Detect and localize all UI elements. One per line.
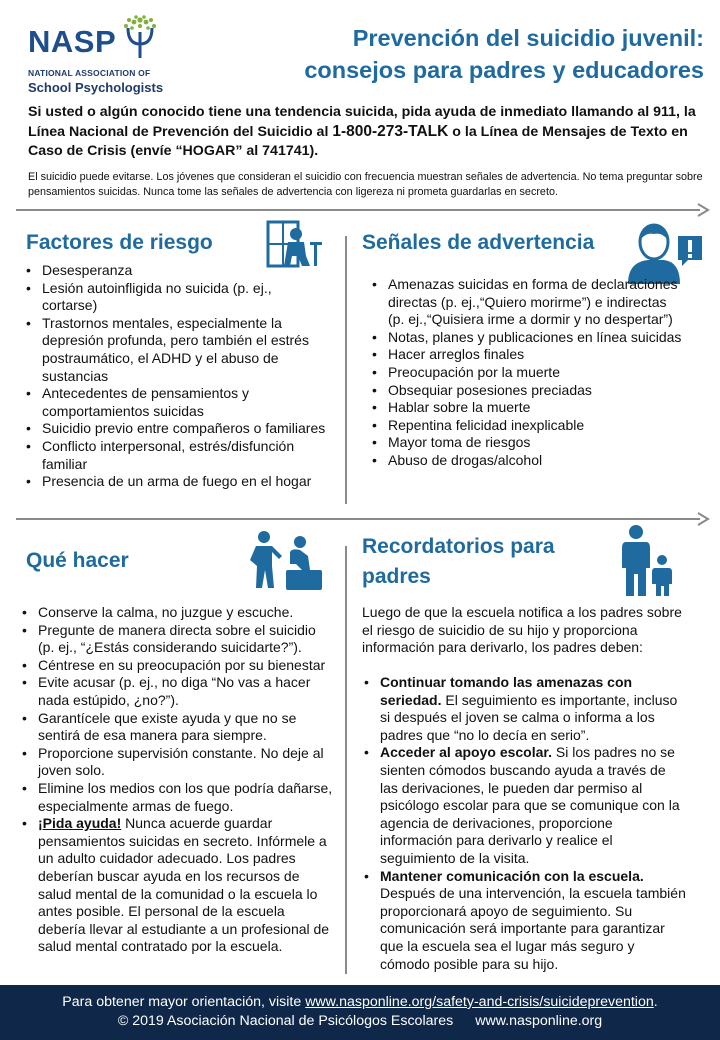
intro-paragraph: El suicidio puede evitarse. Los jóvenes que consideran el suicidio con frecuencia muestran señales de advertencia. No tema preguntar sobre pensamientos suicidas. Nunca tome las señales de advertencia con ligereza ni prometa guardarlas en secreto. — [28, 171, 703, 198]
website-link[interactable]: www.nasponline.org — [475, 1013, 603, 1029]
arrow-head-icon — [696, 512, 710, 526]
list-item: • Amenazas suicidas en forma de declaraciones directas (p. ej.,“Quiero morirme”) e indirectas (p. ej.,“Quisiera irme a dormir y no despertar”) — [372, 276, 682, 329]
risk-factors-list — [26, 262, 326, 491]
guidance-link[interactable]: www.nasponline.org/safety-and-crisis/suicideprevention — [305, 994, 654, 1010]
footer-line-1 — [0, 993, 720, 1012]
list-item — [364, 744, 687, 867]
footer-bar — [0, 985, 720, 1040]
logo-subtitle-1: NATIONAL ASSOCIATION OF — [28, 68, 151, 78]
parent-reminders-intro: Luego de que la escuela notifica a los padres sobre el riesgo de suicidio de su hijo y proporciona información para derivarlo, los padres deben: — [362, 604, 682, 656]
list-item: • Hacer arreglos finales — [372, 346, 682, 364]
footer-text: Para obtener mayor orientación, visite — [62, 994, 306, 1010]
list-item: • Abuso de drogas/alcohol — [372, 452, 682, 470]
what-to-do-list — [22, 604, 334, 956]
parent-reminders-list — [364, 674, 687, 973]
warning-signs-heading: Señales de advertencia — [362, 231, 595, 254]
nasp-logo — [28, 14, 178, 98]
list-item: • Conflicto interpersonal, estrés/disfunción familiar — [26, 438, 326, 473]
list-item: • Elimine los medios con los que podría dañarse, especialmente armas de fuego. — [22, 780, 334, 815]
list-item: • Obsequiar posesiones preciadas — [372, 382, 682, 400]
item-text: Si los padres no se sienten cómodos buscando ayuda a través de las derivaciones, le pueden dar permiso al psicólogo escolar para que se comunique con la agencia de derivaciones, proporcione información para derivarlo y realice el seguimiento de la visita. — [380, 744, 680, 866]
page-title — [234, 22, 704, 86]
list-item: • Desesperanza — [26, 262, 326, 280]
list-item: • Proporcione supervisión constante. No deje al joven solo. — [22, 745, 334, 780]
get-help-emphasis: ¡Pida ayuda! — [38, 815, 122, 832]
list-item: • Repentina felicidad inexplicable — [372, 417, 682, 435]
list-item: • Trastornos mentales, especialmente la depresión profunda, pero también el estrés postraumático, el ADHD y el abuso de sustancias — [26, 315, 326, 385]
crisis-hotline-notice — [28, 103, 700, 161]
list-item: • Pregunte de manera directa sobre el suicidio (p. ej., “¿Estás considerando suicidarte?”). — [22, 622, 334, 657]
list-item: • Conserve la calma, no juzgue y escuche. — [22, 604, 334, 622]
tree-logo-icon — [116, 14, 164, 60]
list-item — [364, 868, 687, 974]
item-emphasis: Acceder al apoyo escolar. — [380, 744, 552, 761]
item-emphasis: Continuar tomando las amenazas con seriedad. — [380, 674, 633, 708]
risk-factors-heading: Factores de riesgo — [26, 231, 213, 254]
get-help-text: Nunca acuerde guardar pensamientos suicidas en secreto. Infórmele a un adulto cuidador adecuado. Los padres deberían buscar ayuda en los recursos de salud mental de la comunidad o la escuela lo antes posible. El personal de la escuela debería llevar al estudiante a un profesional de salud mental contratado por la escuela. — [38, 815, 330, 955]
list-item: • Hablar sobre la muerte — [372, 399, 682, 417]
distressed-person-icon — [266, 220, 324, 268]
item-emphasis: Mantener comunicación con la escuela. — [380, 867, 644, 884]
footer-period: . — [653, 994, 658, 1010]
what-to-do-items — [22, 604, 334, 956]
parent-reminders-heading — [362, 532, 555, 592]
section-divider-arrow — [16, 518, 700, 520]
logo-wordmark: NASP — [28, 24, 117, 59]
person-alert-icon — [626, 222, 706, 284]
arrow-head-icon — [696, 203, 710, 217]
list-item: • Mayor toma de riesgos — [372, 434, 682, 452]
warning-signs-list — [372, 276, 682, 470]
title-line-2: consejos para padres y educadores — [304, 57, 704, 83]
helping-person-icon — [246, 530, 326, 590]
list-item: • Lesión autoinfligida no suicida (p. ej., cortarse) — [26, 280, 326, 315]
column-divider — [345, 236, 347, 504]
heading-line-2: padres — [362, 565, 431, 588]
list-item: • Antecedentes de pensamientos y comportamientos suicidas — [26, 385, 326, 420]
list-item: • Céntrese en su preocupación por su bienestar — [22, 657, 334, 675]
list-item: • Preocupación por la muerte — [372, 364, 682, 382]
item-text: El seguimiento es importante, incluso si después el joven se calma o informa a los padres que “no lo decía en serio”. — [380, 691, 678, 743]
item-text: Después de una intervención, la escuela también proporcionará apoyo de seguimiento. Su comunicación será importante para garantizar que la escuela sea el lugar más seguro y cómodo posible para su hijo. — [380, 885, 686, 972]
list-item — [364, 674, 687, 744]
logo-subtitle-2: School Psychologists — [28, 80, 164, 95]
list-item: • Garantícele que existe ayuda y que no se sentirá de esa manera para siempre. — [22, 710, 334, 745]
heading-line-1: Recordatorios para — [362, 535, 555, 558]
section-divider-arrow — [16, 209, 700, 211]
list-item: • Notas, planes y publicaciones en línea suicidas — [372, 329, 682, 347]
column-divider — [345, 546, 347, 974]
footer-line-2 — [0, 1012, 720, 1031]
title-line-1: Prevención del suicidio juvenil: — [352, 25, 704, 51]
list-item: • Presencia de un arma de fuego en el hogar — [26, 473, 326, 491]
what-to-do-heading: Qué hacer — [26, 549, 129, 572]
hotline-number: 1-800-273-TALK — [332, 123, 449, 140]
list-item — [22, 815, 334, 956]
list-item: • Evite acusar (p. ej., no diga “No vas a hacer nada estúpido, ¿no?”). — [22, 674, 334, 709]
notice-text-a: Si usted o algún conocido tiene una tendencia suicida, pida ayuda de inmediato llamando al 911, la Línea Nacional de Prevención del Suicidio al — [28, 104, 696, 140]
notice-text-b: o la Línea de Mensajes de Texto en Caso de Crisis (envíe “HOGAR” al 741741). — [28, 124, 688, 159]
parent-child-icon — [622, 524, 674, 598]
copyright-text: © 2019 Asociación Nacional de Psicólogos Escolares — [117, 1013, 454, 1029]
list-item: • Suicidio previo entre compañeros o familiares — [26, 420, 326, 438]
